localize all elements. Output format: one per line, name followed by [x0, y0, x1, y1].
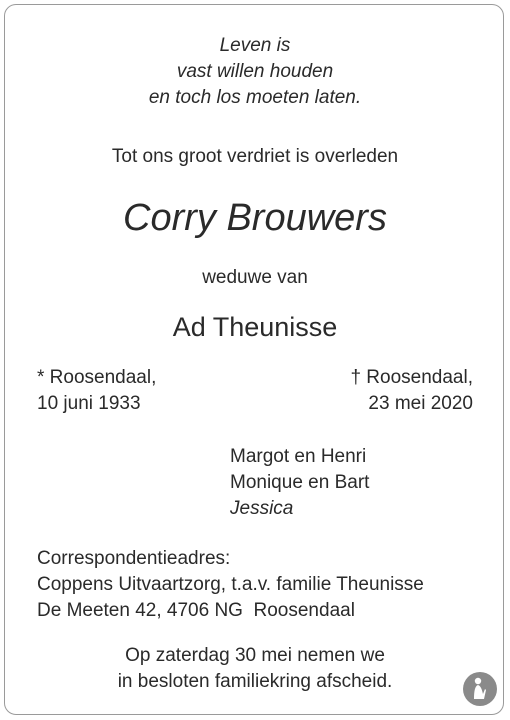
poem-line-2: vast willen houden — [176, 61, 334, 82]
farewell-notice — [0, 643, 510, 695]
correspondence-line-2: De Meeten 42, 4706 NG Roosendaal — [37, 600, 355, 621]
birth-info — [37, 365, 156, 417]
poem — [0, 33, 510, 111]
farewell-line-1: Op zaterdag 30 mei nemen we — [125, 645, 385, 666]
correspondence-label: Correspondentieadres: — [37, 548, 231, 569]
birth-date: 10 juni 1933 — [37, 393, 141, 414]
farewell-line-2: in besloten familiekring afscheid. — [117, 671, 393, 692]
relation-text: weduwe van — [202, 267, 308, 288]
spouse-name: Ad Theunisse — [172, 312, 338, 342]
deceased-name: Corry Brouwers — [123, 197, 387, 239]
family-member: Margot en Henri — [230, 446, 367, 467]
family-member: Jessica — [230, 498, 294, 519]
correspondence-line-1: Coppens Uitvaartzorg, t.a.v. familie Theunisse — [37, 574, 424, 595]
family-member: Monique en Bart — [230, 472, 370, 493]
death-date: 23 mei 2020 — [368, 393, 473, 414]
birth-place: * Roosendaal, — [37, 367, 157, 388]
family-list — [230, 444, 369, 522]
death-info — [350, 365, 473, 417]
death-place: † Roosendaal, — [350, 367, 473, 388]
correspondence-address — [37, 546, 424, 624]
announcement: Tot ons groot verdriet is overleden — [111, 146, 399, 167]
poem-line-1: Leven is — [219, 35, 291, 56]
poem-line-3: en toch los moeten laten. — [148, 87, 362, 108]
memorial-logo-icon — [463, 672, 497, 706]
